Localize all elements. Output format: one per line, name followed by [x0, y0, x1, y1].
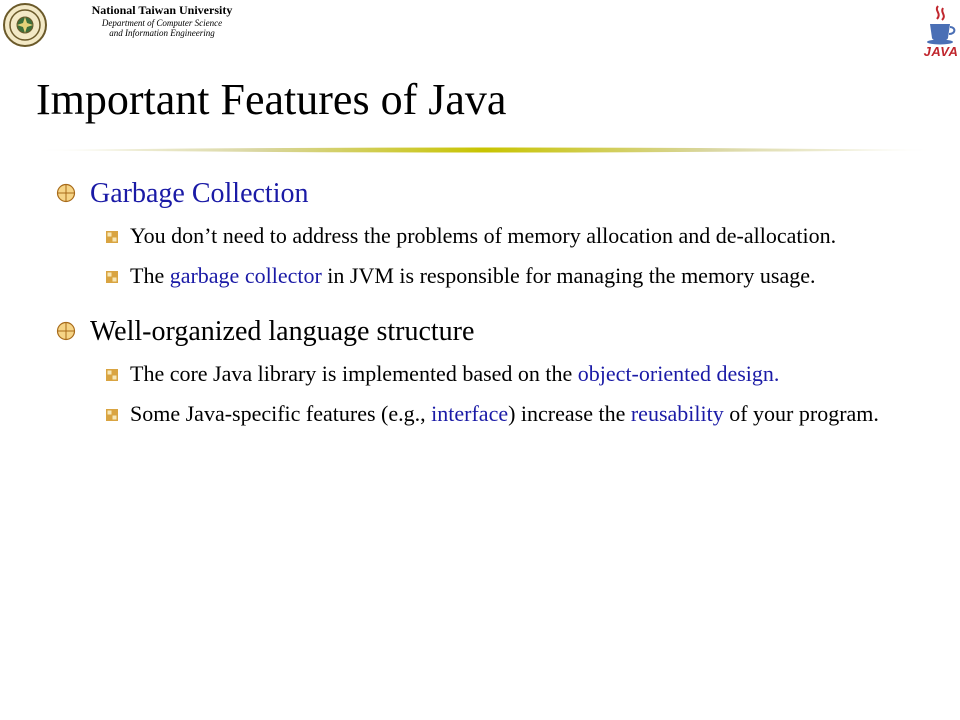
highlighted-term: object-oriented design. — [577, 361, 780, 386]
university-header — [44, 4, 280, 38]
sub-bullet-text: ) increase the — [508, 401, 631, 426]
highlighted-term: reusability — [630, 401, 724, 426]
bullet-language-structure — [56, 314, 926, 350]
section-heading: Garbage Collection — [90, 178, 309, 209]
circle-bullet-icon — [56, 321, 76, 341]
title-divider — [34, 146, 934, 154]
slide-content — [56, 176, 926, 430]
university-name: National Taiwan University — [91, 3, 233, 17]
sub-bullet-text: Some Java-specific features (e.g., — [130, 401, 432, 426]
sub-bullet — [56, 260, 926, 292]
square-bullet-icon — [106, 369, 118, 381]
page-title: Important Features of Java — [36, 75, 507, 124]
square-bullet-icon — [106, 271, 118, 283]
section-heading: Well-organized language structure — [90, 316, 475, 347]
sub-bullet-text: You don’t need to address the problems of memory allocation and de-allocation. — [130, 223, 837, 248]
highlighted-term: interface — [431, 401, 509, 426]
sub-bullet — [56, 358, 926, 390]
circle-bullet-icon — [56, 183, 76, 203]
department-line-1: Department of Computer Science — [101, 17, 223, 28]
university-seal-icon — [2, 2, 48, 48]
sub-bullet-text: The — [130, 263, 170, 288]
highlighted-term: garbage collector — [169, 263, 322, 288]
department-line-2: and Information Engineering — [109, 28, 215, 39]
square-bullet-icon — [106, 231, 118, 243]
sub-bullet-text: of your program. — [723, 401, 879, 426]
square-bullet-icon — [106, 409, 118, 421]
sub-bullet-text: The core Java library is implemented based on the — [130, 361, 578, 386]
sub-bullet-text: in JVM is responsible for managing the memory usage. — [321, 263, 816, 288]
sub-bullet — [56, 220, 926, 252]
java-logo-text: JAVA — [923, 44, 959, 59]
sub-bullet — [56, 398, 926, 430]
bullet-garbage-collection — [56, 176, 926, 212]
